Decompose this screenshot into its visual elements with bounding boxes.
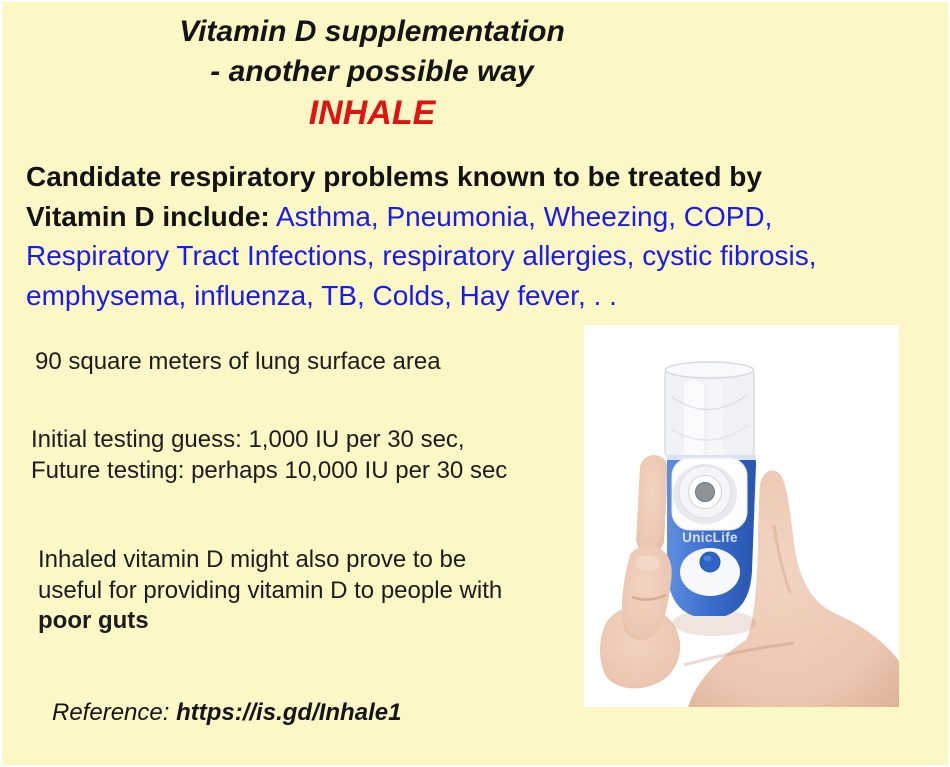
note-guts-bold: poor guts [38,607,149,634]
reference-line [52,699,401,727]
device-brand-text: UnicLife [682,530,738,545]
conditions-2: Respiratory Tract Infections, respiratory allergies, cystic fibrosis, [26,240,817,271]
conditions-3: emphysema, influenza, TB, Colds, Hay fever, . . [26,279,617,311]
note-guts [38,545,502,637]
note-lung-area [35,347,441,378]
note-dosing [31,425,507,486]
intro-line-1 [26,157,941,197]
intro-lead-2: Vitamin D include: [26,200,270,232]
note-guts-line-1: Inhaled vitamin D might also prove to be [38,546,467,573]
title-block [50,12,694,134]
button-highlight [704,556,712,562]
nebulizer-photo [584,325,899,707]
title-line-1: Vitamin D supplementation [179,15,565,48]
reference-label: Reference: [52,699,170,726]
intro-line-4 [26,276,941,316]
title-inhale: INHALE [308,94,436,132]
title-line-2: - another possible way [210,55,534,88]
left-fingertip [636,454,669,553]
device-cap [665,362,754,459]
power-button [700,552,720,572]
intro-line-3 [26,236,941,276]
note-dosing-line-2: Future testing: perhaps 10,000 IU per 30 sec [31,456,508,484]
reference-url: https://is.gd/Inhale1 [176,699,402,726]
note-lung-area-text: 90 square meters of lung surface area [35,348,441,375]
intro-paragraph [26,157,941,315]
mesh-nozzle [673,464,737,524]
thumb-highlight [636,555,660,571]
note-dosing-line-1: Initial testing guess: 1,000 IU per 30 sec, [31,426,465,453]
note-guts-line-2: useful for providing vitamin D to people with [38,576,503,604]
nebulizer-photo-drawing [584,325,899,707]
nebulizer-device [665,362,756,616]
conditions-1: Asthma, Pneumonia, Wheezing, COPD, [275,200,773,232]
intro-lead: Candidate respiratory problems known to be treated by [26,161,762,192]
intro-line-2 [26,197,941,237]
